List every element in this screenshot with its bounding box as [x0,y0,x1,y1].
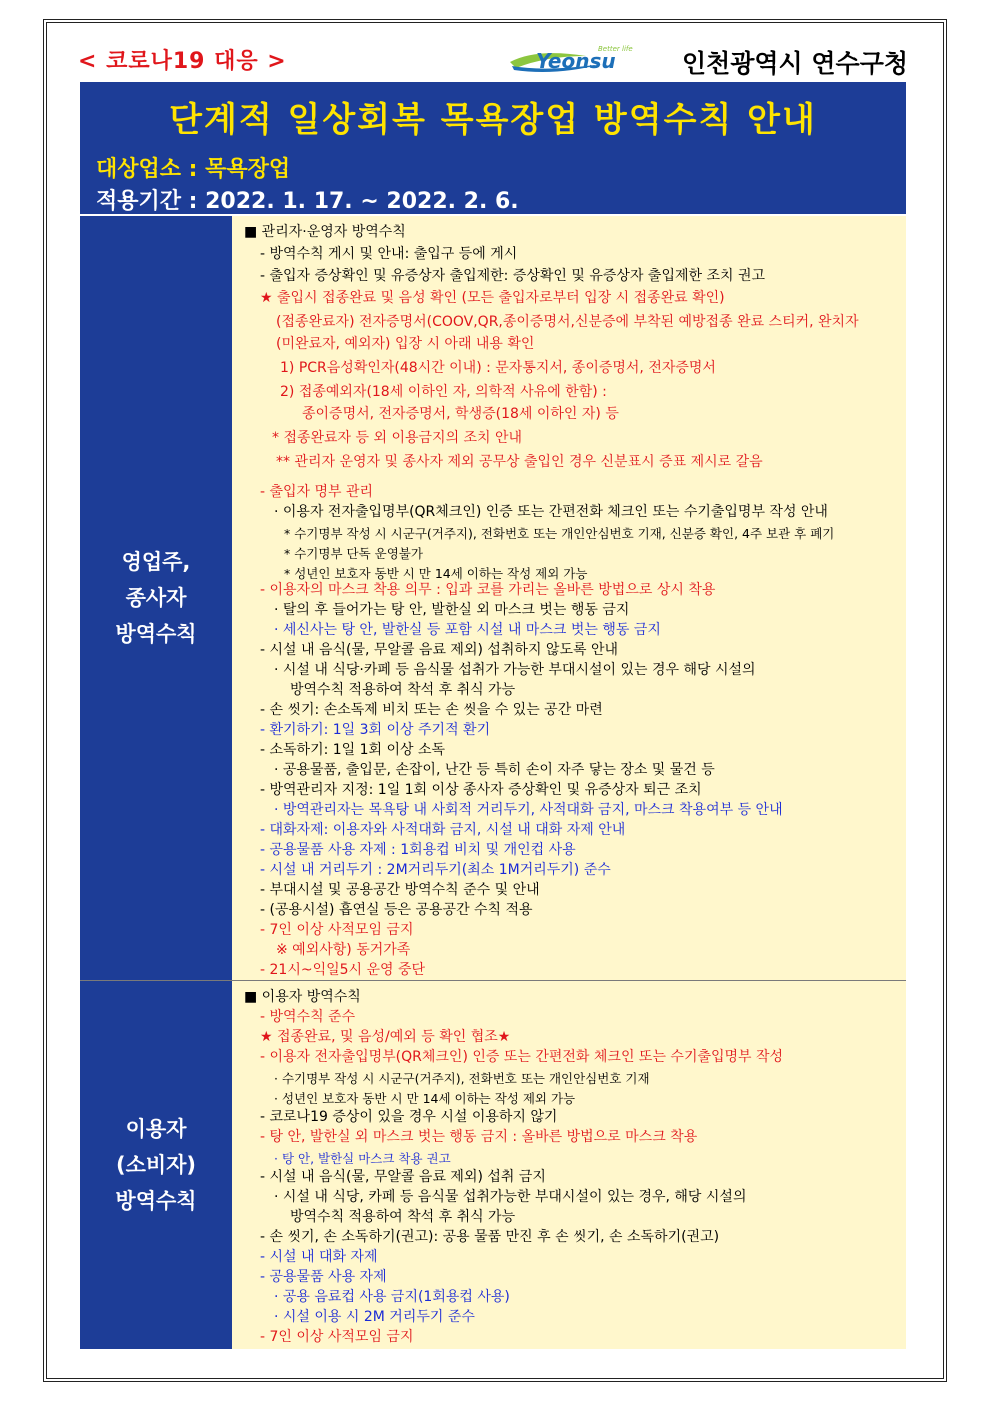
target-business: 대상업소 : 목욕장업 [96,157,291,182]
rule-line: * 수기명부 단독 운영불가 [284,546,423,561]
rule-line: 방역수칙 적용하여 착석 후 취식 가능 [290,1209,516,1225]
rule-line: ■ 이용자 방역수칙 [244,989,361,1005]
rule-line: · 성년인 보호자 동반 시 만 14세 이하는 작성 제외 가능 [274,1091,576,1106]
rule-line: 방역수칙 적용하여 착석 후 취식 가능 [290,682,516,698]
rule-line: - 21시~익일5시 운영 중단 [260,962,426,978]
rule-line: - 시설 내 대화 자제 [260,1249,378,1265]
rule-line: - 소독하기: 1일 1회 이상 소독 [260,742,446,758]
rule-line: · 공용 음료컵 사용 금지(1회용컵 사용) [274,1289,510,1305]
rule-line: - 7인 이상 사적모임 금지 [260,1329,414,1345]
rule-line: - 환기하기: 1일 3회 이상 주기적 환기 [260,722,491,738]
rule-line: - 손 씻기, 손 소독하기(권고): 공용 물품 만진 후 손 씻기, 손 소독하기(권고) [260,1229,720,1245]
application-period: 적용기간 : 2022. 1. 17. ~ 2022. 2. 6. [96,189,519,214]
rule-line: - 이용자의 마스크 착용 의무 : 입과 코를 가리는 올바른 방법으로 상시 착용 [260,582,716,598]
rule-line: · 탈의 후 들어가는 탕 안, 발한실 외 마스크 벗는 행동 금지 [274,602,630,618]
rule-line: · 탕 안, 발한실 마스크 착용 권고 [274,1151,451,1166]
rule-line: - 방역수칙 게시 및 안내: 출입구 등에 게시 [260,246,518,262]
rule-line: ★ 출입시 접종완료 및 음성 확인 (모든 출입자로부터 입장 시 접종완료 확인) [260,290,725,306]
info-band [80,150,906,214]
rule-line: ★ 접종완료, 및 음성/예외 등 확인 협조★ [260,1029,511,1045]
rule-line: - 탕 안, 발한실 외 마스크 벗는 행동 금지 : 올바른 방법으로 마스크 착용 [260,1129,698,1145]
rule-line: · 시설 내 식당, 카페 등 음식물 섭취가능한 부대시설이 있는 경우, 해당 시설의 [274,1189,747,1205]
rule-line: · 수기명부 작성 시 시군구(거주지), 전화번호 또는 개인안심번호 기재 [274,1071,650,1086]
rule-line: · 이용자 전자출입명부(QR체크인) 인증 또는 간편전화 체크인 또는 수기출입명부 작성 안내 [274,504,828,520]
rule-line: 1) PCR음성확인자(48시간 이내) : 문자통지서, 종이증명서, 전자증명서 [280,360,716,376]
covid-tag: < 코로나19 대응 > [78,49,287,74]
rule-line: - 공용물품 사용 자제 [260,1269,387,1285]
rule-line: - 시설 내 음식(물, 무알콜 음료 제외) 섭취하지 않도록 안내 [260,642,619,658]
logo-text: Yeonsu [536,49,616,73]
rule-line: ** 관리자 운영자 및 종사자 제외 공무상 출입인 경우 신분표시 증표 제시로 갈음 [276,454,763,470]
title-band [80,82,906,150]
rule-line: - 손 씻기: 손소독제 비치 또는 손 씻을 수 있는 공간 마련 [260,702,603,718]
section-label-operators: 영업주, 종사자 방역수칙 [80,216,232,980]
rule-line: - 대화자제: 이용자와 사적대화 금지, 시설 내 대화 자제 안내 [260,822,626,838]
header-bar [78,42,908,78]
rule-line: * 성년인 보호자 동반 시 만 14세 이하는 작성 제외 가능 [284,566,588,581]
rule-line: - 방역관리자 지정: 1일 1회 이상 종사자 증상확인 및 유증상자 퇴근 조치 [260,782,702,798]
rule-line: (접종완료자) 전자증명서(COOV,QR,종이증명서,신분증에 부착된 예방접종 완료 스티커, 완치자 [276,314,859,330]
rule-line: ■ 관리자·운영자 방역수칙 [244,224,406,240]
rule-line: 2) 접종예외자(18세 이하인 자, 의학적 사유에 한함) : [280,384,607,400]
section-body-users [232,980,906,1349]
rule-line: · 시설 이용 시 2M 거리두기 준수 [274,1309,475,1325]
rule-line: 종이증명서, 전자증명서, 학생증(18세 이하인 자) 등 [302,406,619,422]
rule-line: · 세신사는 탕 안, 발한실 등 포함 시설 내 마스크 벗는 행동 금지 [274,622,661,638]
rule-line: - 7인 이상 사적모임 금지 [260,922,414,938]
rule-line: - 출입자 명부 관리 [260,484,374,500]
rule-line: - 공용물품 사용 자제 : 1회용컵 비치 및 개인컵 사용 [260,842,576,858]
rule-line: · 시설 내 식당·카페 등 음식물 섭취가 가능한 부대시설이 있는 경우 해당 시설의 [274,662,756,678]
rule-line: * 수기명부 작성 시 시군구(거주지), 전화번호 또는 개인안심번호 기재, 신분증 확인, 4주 보관 후 폐기 [284,526,835,541]
section-body-operators [232,216,906,980]
rule-line: - 출입자 증상확인 및 유증상자 출입제한: 증상확인 및 유증상자 출입제한 조치 권고 [260,268,766,284]
page-title: 단계적 일상회복 목욕장업 방역수칙 안내 [169,99,817,140]
rule-line: - 시설 내 음식(물, 무알콜 음료 제외) 섭취 금지 [260,1169,546,1185]
rule-line: - 시설 내 거리두기 : 2M거리두기(최소 1M거리두기) 준수 [260,862,611,878]
rule-line: (미완료자, 예외자) 입장 시 아래 내용 확인 [276,336,535,352]
rule-line: - 코로나19 증상이 있을 경우 시설 이용하지 않기 [260,1109,558,1125]
rule-line: - 이용자 전자출입명부(QR체크인) 인증 또는 간편전화 체크인 또는 수기출입명부 작성 [260,1049,784,1065]
rule-line: ※ 예외사항) 동거가족 [276,942,411,958]
logo-tagline: Better life [598,45,633,53]
rule-line: - (공용시설) 흡연실 등은 공용공간 수칙 적용 [260,902,533,918]
rule-line: · 방역관리자는 목욕탕 내 사회적 거리두기, 사적대화 금지, 마스크 착용여부 등 안내 [274,802,783,818]
organization-name: 인천광역시 연수구청 [681,49,908,78]
rule-line: - 방역수칙 준수 [260,1009,356,1025]
section-label-users: 이용자 (소비자) 방역수칙 [80,980,232,1349]
rule-line: * 접종완료자 등 외 이용금지의 조치 안내 [272,430,523,446]
yeonsu-logo-icon [506,42,676,76]
rule-line: - 부대시설 및 공용공간 방역수칙 준수 및 안내 [260,882,540,898]
rule-line: · 공용물품, 출입문, 손잡이, 난간 등 특히 손이 자주 닿는 장소 및 물건 등 [274,762,715,778]
